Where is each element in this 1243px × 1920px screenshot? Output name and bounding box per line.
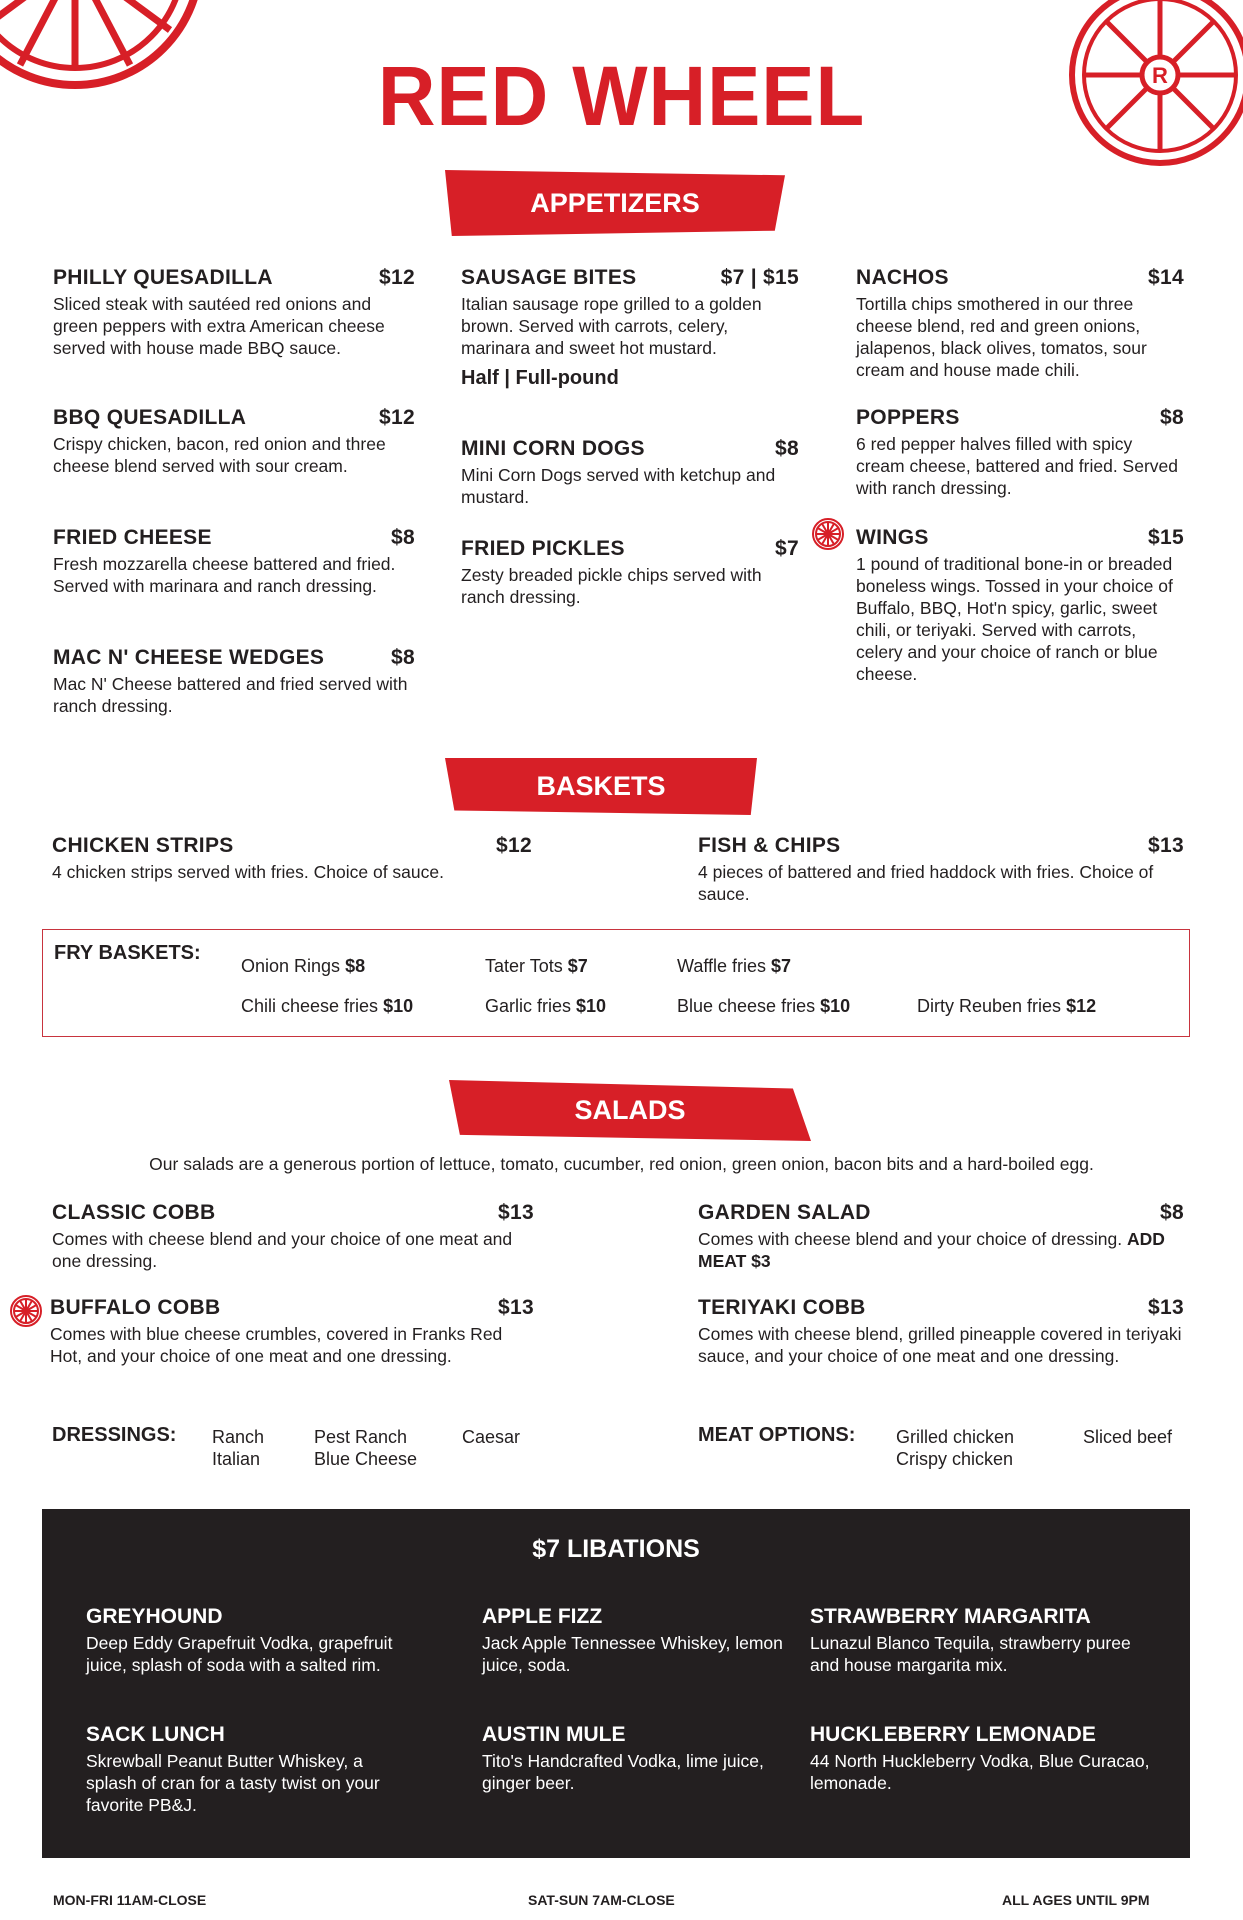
libation-name: AUSTIN MULE [482,1723,626,1746]
libation-item [810,1722,1150,1794]
item-name: CHICKEN STRIPS [52,834,234,857]
libations-title: $7 LIBATIONS [532,1535,700,1563]
menu-item [856,525,1184,685]
item-price: $8 [1160,406,1184,429]
menu-item [461,265,799,390]
libation-name: APPLE FIZZ [482,1605,603,1628]
item-name: WINGS [856,526,929,549]
libation-name: HUCKLEBERRY LEMONADE [810,1723,1096,1746]
menu-item [461,436,799,508]
fry-option: Onion Rings $8 [241,956,366,976]
item-description: Comes with cheese blend, grilled pineapple covered in teriyaki sauce, and your choice of one meat and one dressing. [698,1324,1182,1366]
salad-item [698,1200,1184,1272]
fry-option: Garlic fries $10 [485,996,607,1016]
item-price: $8 [391,646,415,669]
item-name: SAUSAGE BITES [461,266,637,289]
item-name: TERIYAKI COBB [698,1296,866,1319]
libation-description: Lunazul Blanco Tequila, strawberry puree and house margarita mix. [810,1633,1131,1675]
dressing-option: Pest Ranch [314,1427,408,1447]
wheel-icon [9,1294,43,1328]
salads-intro: Our salads are a generous portion of lettuce, tomato, cucumber, red onion, green onion, bacon bits and a hard-boiled egg. [149,1154,1094,1174]
appetizers-banner: APPETIZERS [445,170,785,236]
item-price: $12 [496,834,532,857]
dressing-option: Caesar [462,1427,521,1447]
libation-item [482,1722,802,1794]
item-name: CLASSIC COBB [52,1201,216,1224]
item-price: $7 [775,537,799,560]
item-price: $14 [1148,266,1184,289]
hours-weekend: SAT-SUN 7AM-CLOSE [528,1892,675,1908]
menu-item [53,645,415,717]
item-description: 4 chicken strips served with fries. Choice of sauce. [52,862,444,882]
menu-item [461,536,799,608]
libations-section [42,1509,1190,1858]
fry-baskets-box [42,929,1190,1037]
item-description: Comes with blue cheese crumbles, covered in Franks Red Hot, and your choice of one meat and one dressing. [50,1324,503,1366]
meat-options-label: MEAT OPTIONS: [698,1424,856,1446]
menu-item [856,265,1184,381]
item-name: FISH & CHIPS [698,834,841,857]
dressing-option: Italian [212,1449,261,1469]
basket-item [698,833,1184,905]
item-price: $15 [1148,526,1184,549]
item-description: 6 red pepper halves filled with spicy cream cheese, battered and fried. Served with ranch dressing. [856,434,1178,498]
restaurant-title: RED WHEEL [377,49,866,143]
item-price: $13 [498,1201,534,1224]
add-meat-note: ADD MEAT $3 [698,1229,1165,1271]
item-name: POPPERS [856,406,960,429]
baskets-banner: BASKETS [445,758,757,815]
libation-name: STRAWBERRY MARGARITA [810,1605,1091,1628]
salad-item [52,1200,534,1272]
fry-option: Waffle fries $7 [677,956,792,976]
libation-description: Jack Apple Tennessee Whiskey, lemon juice, soda. [482,1633,783,1675]
basket-item [52,833,532,883]
libation-item [482,1604,802,1676]
item-price: $13 [498,1296,534,1319]
item-name: MINI CORN DOGS [461,437,645,460]
item-description: Zesty breaded pickle chips served with ranch dressing. [461,565,762,607]
item-description: Mac N' Cheese battered and fried served with ranch dressing. [53,674,408,716]
dressings-label: DRESSINGS: [52,1424,177,1446]
item-price: $8 [391,526,415,549]
age-policy: ALL AGES UNTIL 9PM [1002,1892,1150,1908]
item-description: Italian sausage rope grilled to a golden brown. Served with carrots, celery, marinara and sweet hot mustard. [461,294,762,358]
libation-item [86,1722,406,1816]
wheel-icon [811,517,845,551]
item-name: FRIED PICKLES [461,537,625,560]
item-price: $13 [1148,834,1184,857]
menu-item [53,525,415,597]
item-name: MAC N' CHEESE WEDGES [53,646,325,669]
item-name: BUFFALO COBB [50,1296,221,1319]
item-price: $8 [1160,1201,1184,1224]
dressing-option: Ranch [212,1427,265,1447]
fry-option: Chili cheese fries $10 [241,996,414,1016]
item-description: Fresh mozzarella cheese battered and fried. Served with marinara and ranch dressing. [53,554,396,596]
fry-baskets-label: FRY BASKETS: [54,942,201,964]
salad-item [50,1295,534,1367]
menu-item [53,405,415,477]
item-description: Comes with cheese blend and your choice of dressing. ADD MEAT $3 [698,1229,1165,1271]
item-price: $12 [379,406,415,429]
fry-option: Blue cheese fries $10 [677,996,851,1016]
item-price: $12 [379,266,415,289]
libation-description: 44 North Huckleberry Vodka, Blue Curacao, lemonade. [810,1751,1150,1793]
libation-item [810,1604,1150,1676]
fry-option: Dirty Reuben fries $12 [917,996,1097,1016]
item-name: PHILLY QUESADILLA [53,266,273,289]
libation-item [86,1604,406,1676]
item-name: BBQ QUESADILLA [53,406,247,429]
svg-text:R: R [1152,63,1168,88]
item-description: 4 pieces of battered and fried haddock with fries. Choice of sauce. [698,862,1154,904]
item-description: Sliced steak with sautéed red onions and green peppers with extra American cheese served with house made BBQ sauce. [53,294,385,358]
item-name: FRIED CHEESE [53,526,212,549]
hours-weekday: MON-FRI 11AM-CLOSE [53,1892,207,1908]
item-price: $8 [775,437,799,460]
item-description: 1 pound of traditional bone-in or breaded boneless wings. Tossed in your choice of Buffalo, BBQ, Hot'n spicy, garlic, sweet chili, or teriyaki. Served with carrots, celery and your choice of ranch or blue cheese. [856,554,1173,684]
fry-option: Tater Tots $7 [485,956,588,976]
salad-item [698,1295,1184,1367]
item-description: Tortilla chips smothered in our three cheese blend, red and green onions, jalapenos, black olives, tomatos, sour cream and house made chili. [856,294,1147,380]
item-price: $7 | $15 [720,266,799,289]
libation-description: Tito's Handcrafted Vodka, lime juice, ginger beer. [482,1751,764,1793]
portion-note: Half | Full-pound [461,367,619,389]
meat-option: Grilled chicken [896,1427,1015,1447]
libation-description: Skrewball Peanut Butter Whiskey, a splash of cran for a tasty twist on your favorite PB&J. [86,1751,380,1815]
menu-item [856,405,1184,499]
item-price: $13 [1148,1296,1184,1319]
item-description: Comes with cheese blend and your choice of one meat and one dressing. [52,1229,513,1271]
meat-option: Sliced beef [1083,1427,1173,1447]
libation-name: SACK LUNCH [86,1723,225,1746]
item-description: Mini Corn Dogs served with ketchup and mustard. [461,465,776,507]
salads-banner: SALADS [449,1080,811,1141]
dressing-option: Blue Cheese [314,1449,418,1469]
item-description: Crispy chicken, bacon, red onion and three cheese blend served with sour cream. [53,434,386,476]
item-name: GARDEN SALAD [698,1201,871,1224]
item-name: NACHOS [856,266,949,289]
meat-option: Crispy chicken [896,1449,1014,1469]
libation-description: Deep Eddy Grapefruit Vodka, grapefruit juice, splash of soda with a salted rim. [86,1633,393,1675]
libation-name: GREYHOUND [86,1605,223,1628]
menu-item [53,265,415,359]
